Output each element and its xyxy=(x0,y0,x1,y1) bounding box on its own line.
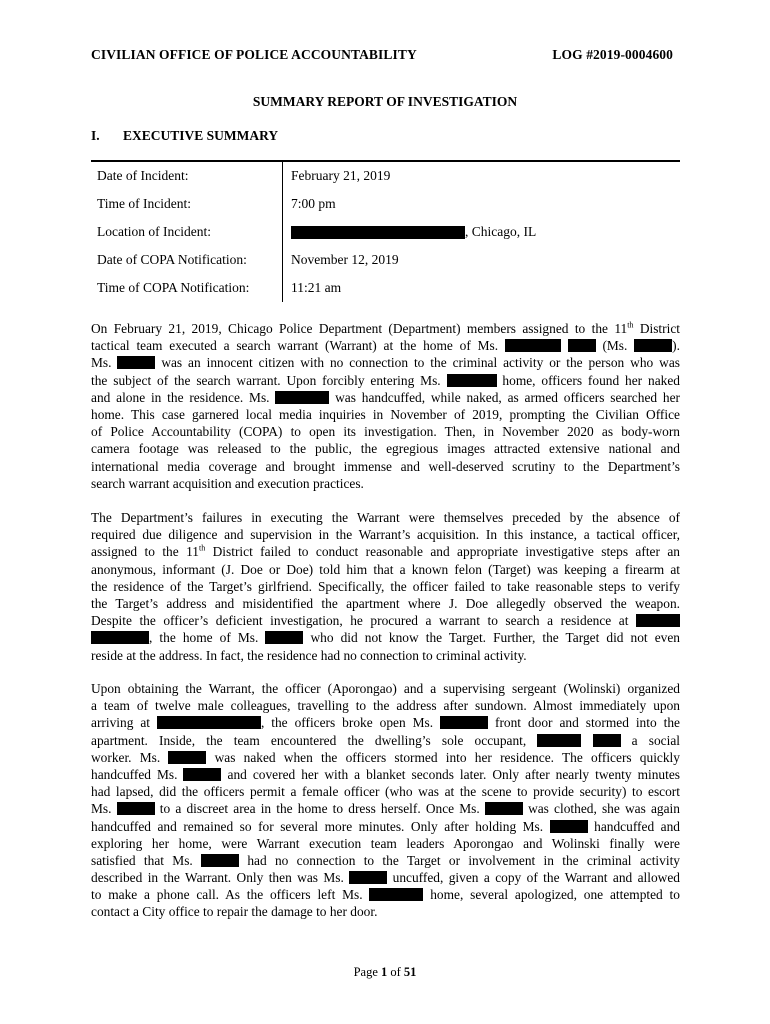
text-line: apartment. Inside, the team encountered the dwelling’s sole occupant, a social xyxy=(91,732,680,748)
redaction-box xyxy=(201,854,239,867)
text-line: international media coverage and brought immense and well-deserved scrutiny to the Department’s xyxy=(91,458,680,474)
text-line: satisfied that Ms. had no connection to the Target or involvement in the criminal activity xyxy=(91,852,680,868)
table-row xyxy=(91,274,680,302)
redaction-box xyxy=(568,339,596,352)
text-line: a team of twelve male colleagues, travelling to the address after sundown. Almost immediately upon xyxy=(91,698,680,714)
redaction-box xyxy=(157,716,261,729)
redaction-box xyxy=(447,374,497,387)
redaction-box xyxy=(550,820,588,833)
text-line: worker. Ms. was naked when the officers stormed into her residence. The officers quickly xyxy=(91,749,680,765)
text-line: the Target’s address and misidentified the apartment where J. Doe allegedly observed the weapon. xyxy=(91,595,680,611)
redaction-box xyxy=(291,226,465,239)
row-value: February 21, 2019 xyxy=(282,162,390,190)
redaction-box xyxy=(168,751,206,764)
text-line: had lapsed, did the officers permit a female officer (who was at the scene to provide security) to escort xyxy=(91,784,680,800)
row-value: 11:21 am xyxy=(282,274,341,302)
text-line: Upon obtaining the Warrant, the officer (Aporongao) and a supervising sergeant (Wolinski) organized xyxy=(91,681,680,696)
paragraph-2 xyxy=(91,509,680,664)
redaction-box xyxy=(485,802,523,815)
text-line: , the home of Ms. who did not know the Target. Further, the Target did not even xyxy=(91,629,680,646)
text-line: reside at the address. In fact, the residence had no connection to criminal activity. xyxy=(91,647,527,663)
redaction-box xyxy=(634,339,672,352)
redaction-box xyxy=(265,631,303,644)
text-line: exploring her home, were Warrant execution team leaders Aporongao and Wolinski finally were xyxy=(91,835,680,851)
header-org: CIVILIAN OFFICE OF POLICE ACCOUNTABILITY xyxy=(91,47,417,62)
location-city: , Chicago, IL xyxy=(465,224,537,239)
text-line: home. This case garnered local media inquiries in November of 2019, prompting the Civilian Office xyxy=(91,406,680,422)
redaction-box xyxy=(117,802,155,815)
paragraph-3 xyxy=(91,680,680,921)
redaction-box xyxy=(117,356,155,369)
text-line: and alone in the residence. Ms. was handcuffed, while naked, as armed officers searched her xyxy=(91,389,680,405)
row-value-location xyxy=(282,218,536,246)
section-number: I. xyxy=(91,128,100,143)
text-line: contact a City office to repair the damage to her door. xyxy=(91,904,378,920)
text-line: handcuffed Ms. and covered her with a blanket seconds later. Only after nearly twenty minutes xyxy=(91,766,680,782)
redaction-box xyxy=(636,614,680,627)
redaction-box xyxy=(593,734,621,747)
paragraph-1 xyxy=(91,320,680,492)
text-line: search warrant acquisition and execution practices. xyxy=(91,475,364,491)
page-number: 1 xyxy=(381,965,388,979)
text-line: camera footage was released to the public, the egregious images attracted extensive national and xyxy=(91,441,680,457)
row-label: Date of COPA Notification: xyxy=(97,252,247,267)
text-line: On February 21, 2019, Chicago Police Department (Department) members assigned to the 11th District xyxy=(91,320,680,336)
text-line: tactical team executed a search warrant (Warrant) at the home of Ms. (Ms. ). xyxy=(91,338,680,354)
text-line: arriving at , the officers broke open Ms. front door and stormed into the xyxy=(91,715,680,731)
redaction-box xyxy=(505,339,561,352)
header-log-number: LOG #2019-0004600 xyxy=(552,47,673,62)
page-total: 51 xyxy=(403,965,417,979)
redaction-box xyxy=(275,391,329,404)
row-value: November 12, 2019 xyxy=(282,246,399,274)
text-line: required due diligence and supervision in the Warrant’s acquisition. In this instance, a tactical officer, xyxy=(91,527,680,543)
section-heading xyxy=(91,128,278,144)
row-label: Time of COPA Notification: xyxy=(97,280,250,295)
redaction-box xyxy=(440,716,488,729)
table-row xyxy=(91,190,680,218)
text-line: of Police Accountability (COPA) to open its investigation. Then, in November 2020 as body-worn xyxy=(91,424,680,440)
row-label: Date of Incident: xyxy=(97,168,189,183)
report-title: SUMMARY REPORT OF INVESTIGATION xyxy=(252,94,518,109)
text-line: Ms. was an innocent citizen with no connection to the criminal activity or the person who was xyxy=(91,355,680,371)
text-line: The Department’s failures in executing the Warrant were themselves preceded by the absence of xyxy=(91,510,680,525)
text-line: Despite the officer’s deficient investigation, he procured a warrant to search a residence at xyxy=(91,612,680,629)
redaction-box xyxy=(91,631,149,644)
section-title: EXECUTIVE SUMMARY xyxy=(123,128,279,143)
redaction-box xyxy=(183,768,221,781)
redaction-box xyxy=(537,734,581,747)
text-line: the residence of the Target’s girlfriend. Specifically, the officer failed to take reasonable steps to verify xyxy=(91,578,680,594)
text-line: handcuffed and remained so for several more minutes. Only after holding Ms. handcuffed and xyxy=(91,818,680,834)
table-row xyxy=(91,218,680,246)
row-value: 7:00 pm xyxy=(282,190,336,218)
text-line: Ms. to a discreet area in the home to dress herself. Once Ms. was clothed, she was again xyxy=(91,801,680,817)
redaction-box xyxy=(369,888,423,901)
incident-summary-table xyxy=(91,160,680,302)
text-line: anonymous, informant (J. Doe or Doe) told him that a known felon (Target) was keeping a firearm at xyxy=(91,561,680,577)
row-label: Time of Incident: xyxy=(97,196,191,211)
table-row xyxy=(91,246,680,274)
table-row xyxy=(91,162,680,190)
text-line: the subject of the search warrant. Upon forcibly entering Ms. home, officers found her naked xyxy=(91,372,680,388)
text-line: to make a phone call. As the officers left Ms. home, several apologized, one attempted to xyxy=(91,887,680,903)
page-footer: Page 1 of 51 xyxy=(353,965,417,979)
redaction-box xyxy=(349,871,387,884)
text-line: described in the Warrant. Only then was Ms. uncuffed, given a copy of the Warrant and allowed xyxy=(91,870,680,886)
text-line: assigned to the 11th District failed to conduct reasonable and appropriate investigative steps after an xyxy=(91,543,680,560)
row-label: Location of Incident: xyxy=(97,224,211,239)
